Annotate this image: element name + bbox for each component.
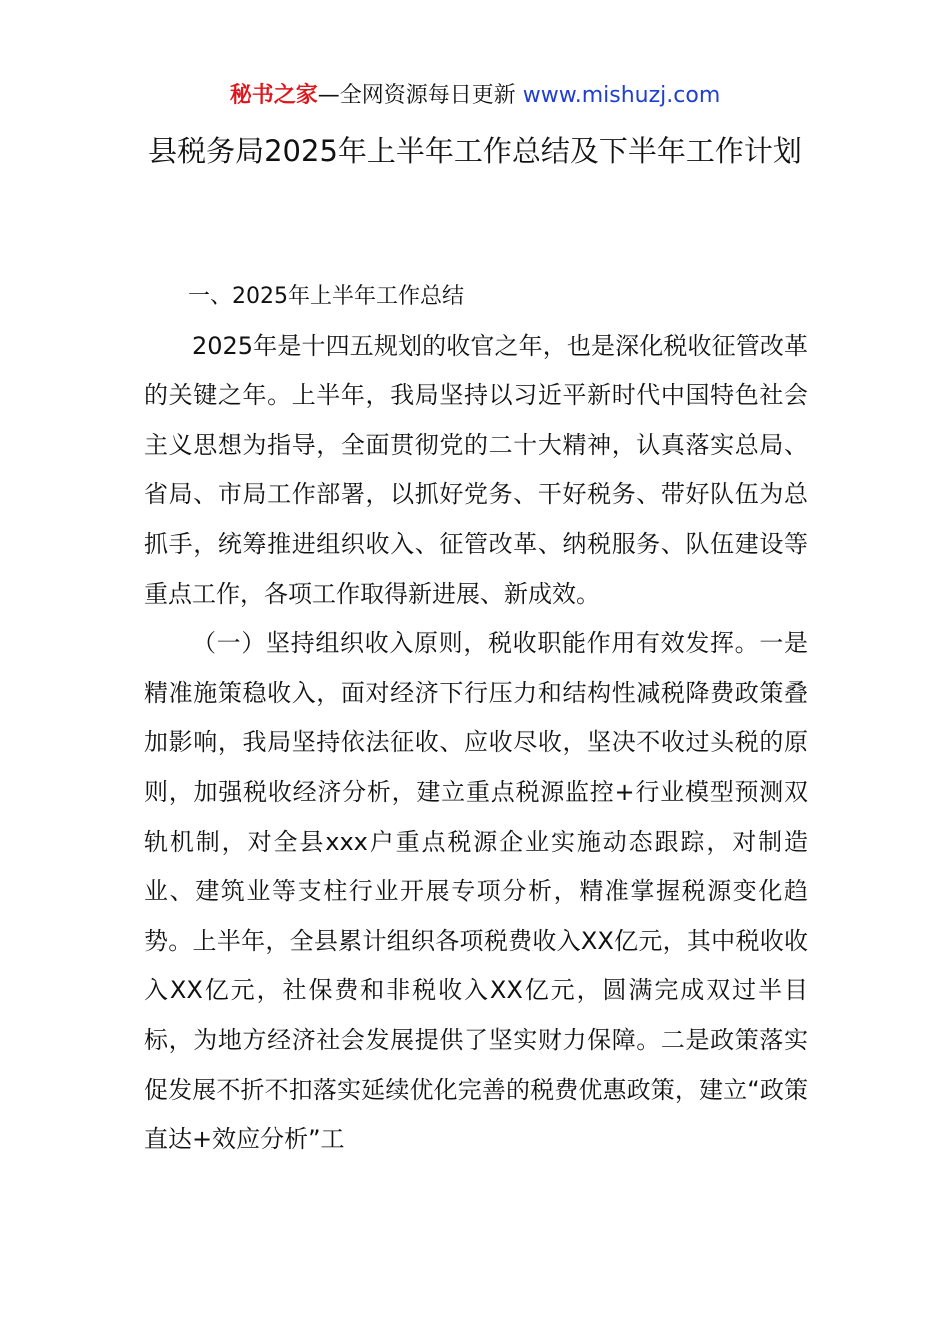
document-body [144, 272, 808, 1165]
brand-name: 秘书之家 [229, 83, 318, 108]
section-heading: 一、2025年上半年工作总结 [188, 284, 464, 309]
document-title: 县税务局2025年上半年工作总结及下半年工作计划 [148, 134, 802, 168]
paragraph-revenue: （一）坚持组织收入原则，税收职能作用有效发挥。一是精准施策稳收入，面对经济下行压力和结构性减税降费政策叠加影响，我局坚持依法征收、应收尽收，坚决不收过头税的原则，加强税收经济分析，建立重点税源监控+行业模型预测双轨机制，对全县xxx户重点税源企业实施动态跟踪，对制造业、建筑业等支柱行业开展专项分析，精准掌握税源变化趋势。上半年，全县累计组织各项税费收入XX亿元，其中税收收入XX亿元，社保费和非税收入XX亿元，圆满完成双过半目标，为地方经济社会发展提供了坚实财力保障。二是政策落实促发展不折不扣落实延续优化完善的税费优惠政策，建立“政策直达+效应分析”工 [144, 629, 808, 1154]
site-header [0, 82, 950, 110]
header-tagline: —全网资源每日更新 [317, 83, 516, 108]
site-url-link[interactable]: www.mishuzj.com [522, 83, 721, 108]
paragraph-intro: 2025年是十四五规划的收官之年，也是深化税收征管改革的关键之年。上半年，我局坚持以习近平新时代中国特色社会主义思想为指导，全面贯彻党的二十大精神，认真落实总局、省局、市局工作部署，以抓好党务、干好税务、带好队伍为总抓手，统筹推进组织收入、征管改革、纳税服务、队伍建设等重点工作，各项工作取得新进展、新成效。 [144, 331, 808, 608]
